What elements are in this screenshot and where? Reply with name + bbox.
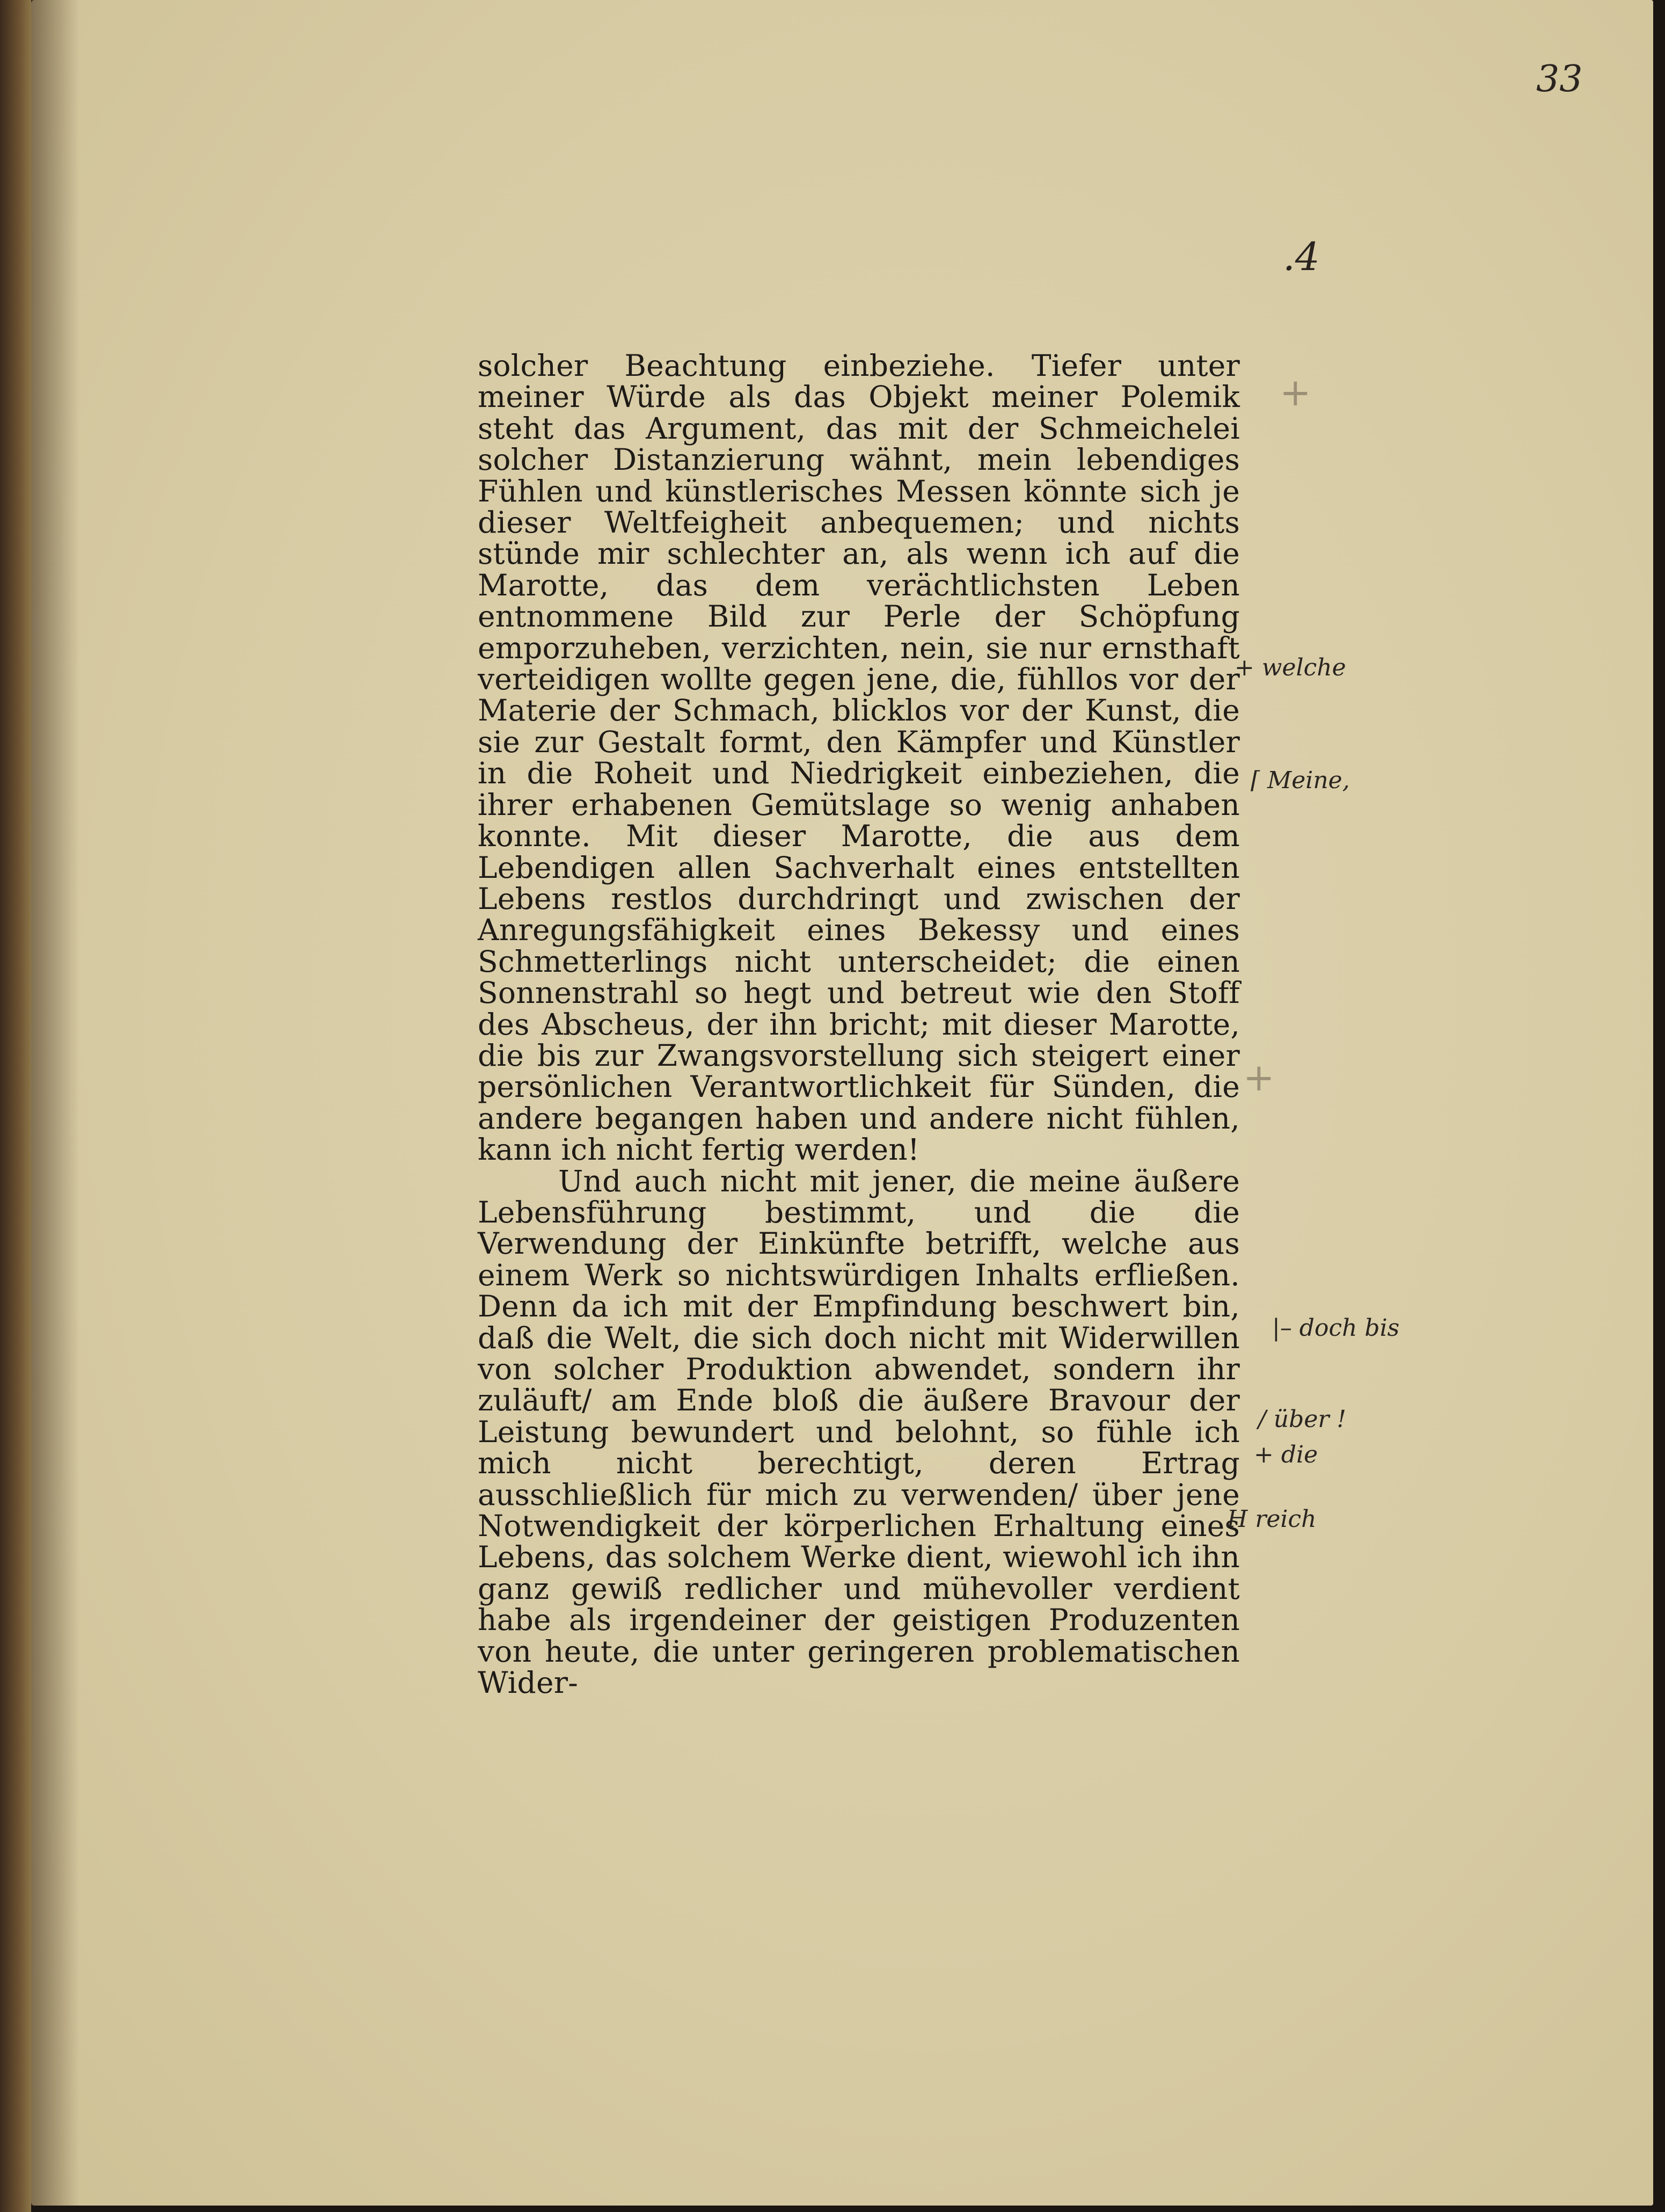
margin-cross-mark: +	[1243, 1056, 1275, 1100]
page-number: 33	[1536, 58, 1583, 100]
paragraph: solcher Beachtung einbeziehe. Tiefer unter meiner Würde als das Objekt meiner Polemik steht das Argument, das mit der Schmeichelei solcher Distanzierung wähnt, mein lebendiges Fühlen und künstlerisches Messen könnte sich je dieser Weltfeigheit anbequemen; und nichts stünde mir schlechter an, als wenn ich auf die Marotte, das dem verächtlichsten Leben entnommene Bild zur Perle der Schöpfung emporzuheben, verzichten, nein, sie nur ernsthaft verteidigen wollte gegen jene, die, fühllos vor der Materie der Schmach, blicklos vor der Kunst, die sie zur Gestalt formt, den Kämpfer und Künstler in die Roheit und Niedrigkeit einbeziehen, die ihrer erhabenen Gemütslage so wenig anhaben konnte. Mit dieser Marotte, die aus dem Lebendigen allen Sachverhalt eines entstellten Lebens restlos durchdringt und zwischen der Anregungsfähigkeit eines Bekessy und eines Schmetterlings nicht unterscheidet; die einen Sonnenstrahl so hegt und betreut wie den Stoff des Abscheus, der ihn bricht; mit dieser Marotte, die bis zur Zwangsvorstellung sich steigert einer persönlichen Verantwortlichkeit für Sünden, die andere begangen haben und andere nicht fühlen, kann ich nicht fertig werden!	[478, 348, 1240, 1167]
book-binding-edge	[0, 0, 31, 2212]
handwritten-margin-note: + welche	[1235, 654, 1346, 681]
handwritten-margin-note: ⌈ Meine,	[1251, 767, 1350, 794]
paragraph: Und auch nicht mit jener, die meine äußere Lebensführung bestimmt, und die die Verwendung der Einkünfte betrifft, welche aus einem Werk so nichtswürdigen Inhalts erfließen. Denn da ich mit der Empfindung beschwert bin, daß die Welt, die sich doch nicht mit Widerwillen von solcher Produktion abwendet, sondern ihr zuläuft/ am Ende bloß die äußere Bravour der Leistung bewundert und belohnt, so fühle ich mich nicht berechtigt, deren Ertrag ausschließlich für mich zu verwenden/ über jene Notwendigkeit der körperlichen Erhaltung eines Lebens, das solchem Werke dient, wiewohl ich ihn ganz gewiß redlicher und mühevoller verdient habe als irgendeiner der geistigen Produzenten von heute, die unter geringeren problematischen Wider-	[478, 1163, 1240, 1700]
handwritten-section-mark: .4	[1283, 234, 1320, 279]
handwritten-margin-note: / über !	[1258, 1406, 1347, 1433]
handwritten-margin-note: |– doch bis	[1272, 1314, 1400, 1342]
body-text	[478, 350, 1240, 1698]
handwritten-margin-note: + die	[1254, 1441, 1318, 1468]
margin-cross-mark: +	[1280, 370, 1311, 414]
handwritten-margin-note: H reich	[1227, 1505, 1317, 1533]
gutter-shadow	[31, 0, 79, 2206]
